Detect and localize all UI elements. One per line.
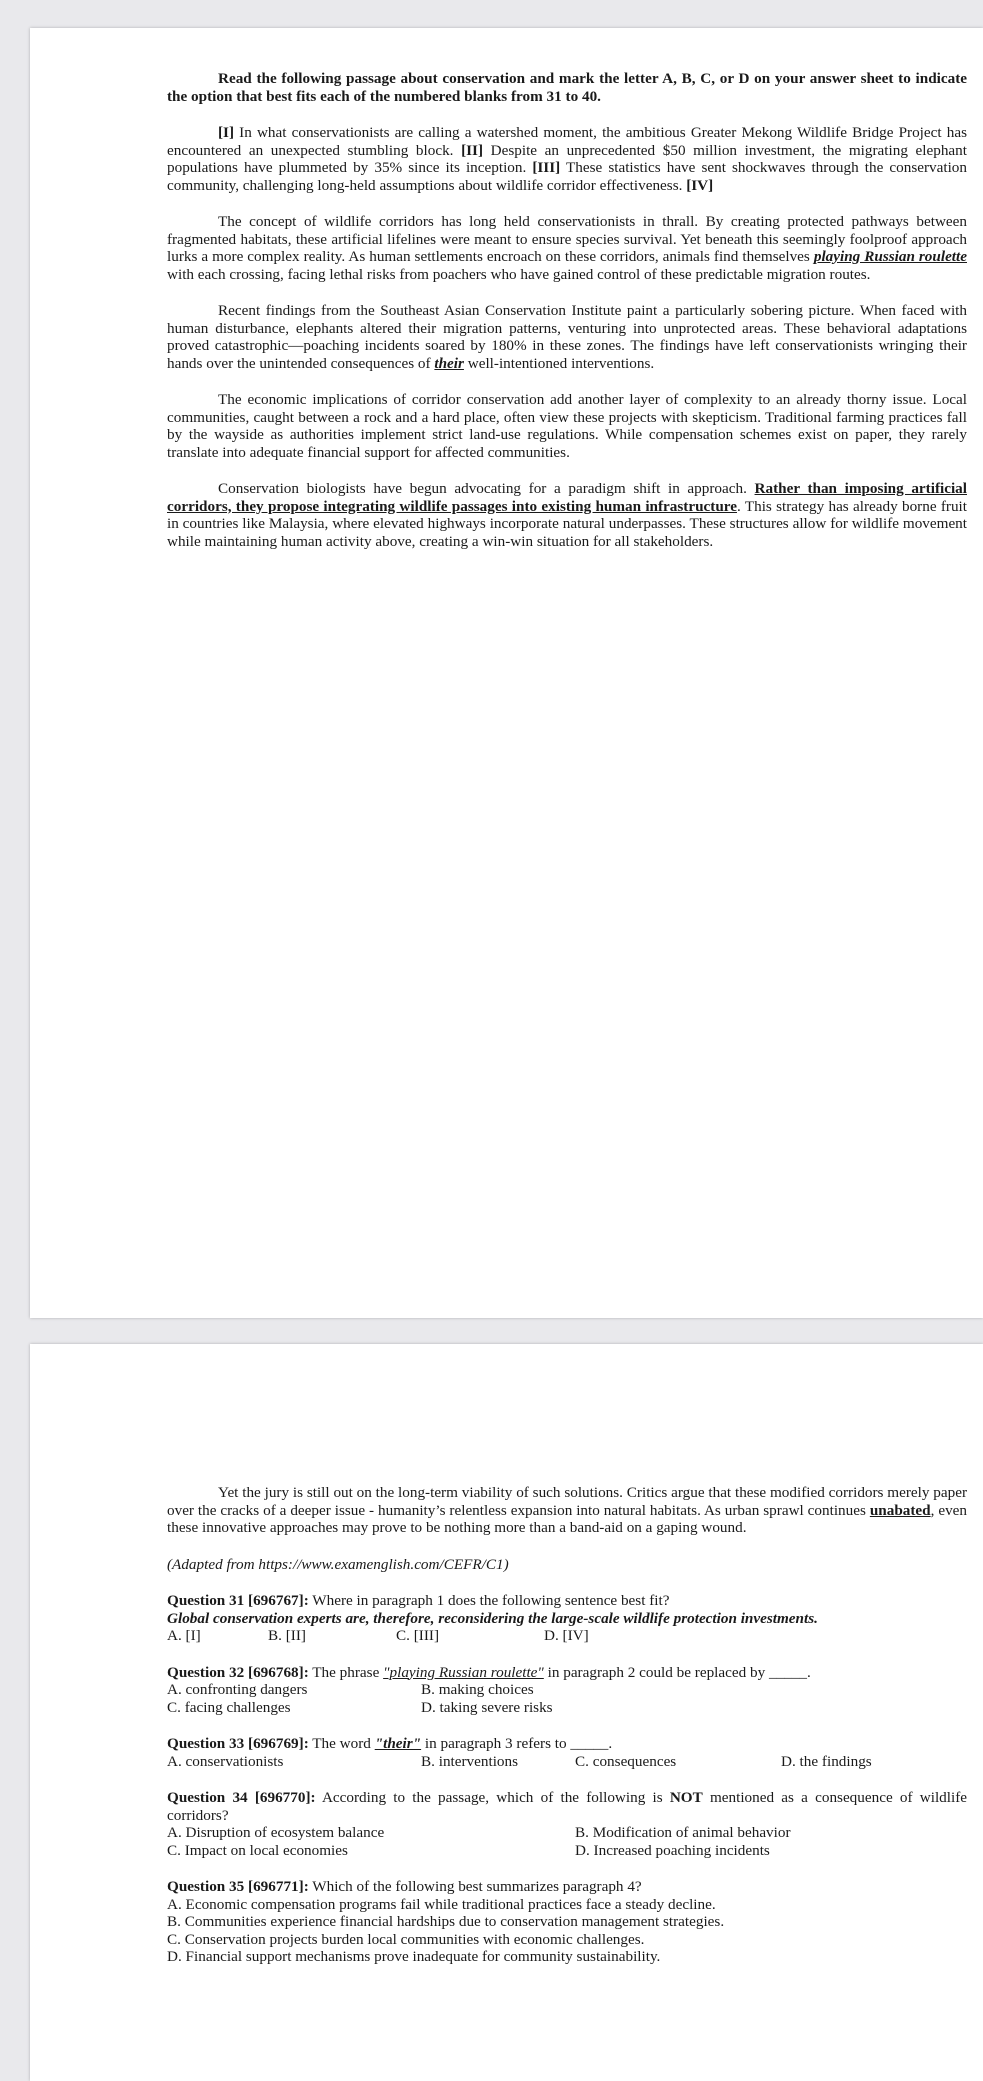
highlight-word-their: their: [434, 354, 464, 372]
paragraph-5-text-after: . This strategy has already borne fruit in countries like Malaysia, where elevated highways incorporate natural underpasses. These structures allow for wildlife movement while maintaining human activity above, creating a win-win situation for all stakeholders.: [167, 497, 968, 550]
question-31-options: [167, 1627, 967, 1645]
paragraph-3-text-after: well-intentioned interventions.: [463, 354, 655, 372]
option-a[interactable]: A. [I]: [167, 1627, 201, 1644]
option-b[interactable]: B. making choices: [421, 1681, 534, 1698]
option-b[interactable]: B. [II]: [268, 1627, 306, 1644]
paragraph-6-text-after: , even these innovative approaches may prove to be nothing more than a band-aid on a gaping wound.: [167, 1501, 967, 1536]
question-33-pre: The word: [308, 1735, 375, 1752]
question-34-post: mentioned as a consequence of wildlife corridors?: [167, 1789, 967, 1824]
question-32-options-row-2: [167, 1699, 967, 1717]
highlight-sentence-rather-than: Rather than imposing artificial corridors, they propose integrating wildlife passages into existing human infrastructure: [167, 480, 967, 515]
marker-3: [III]: [532, 159, 561, 176]
highlight-phrase-russian-roulette: playing Russian roulette: [813, 248, 967, 265]
paragraph-1: [167, 124, 967, 194]
option-c[interactable]: C. Conservation projects burden local communities with economic challenges.: [167, 1930, 645, 1948]
option-d[interactable]: D. the findings: [781, 1752, 872, 1770]
paragraph-3-text-before: Recent findings from the Southeast Asian Conservation Institute paint a particularly sobering picture. When faced with human disturbance, elephants altered their migration patterns, venturing into unprotected areas. These behavioral adaptations proved catastrophic—poaching incidents soared by 180% in these zones. The findings have left conservationists wringing their hands over the unintended consequences of: [167, 302, 967, 372]
option-d[interactable]: D. Increased poaching incidents: [575, 1841, 770, 1859]
option-d[interactable]: D. taking severe risks: [421, 1698, 553, 1716]
question-34-label: Question 34 [696770]:: [167, 1789, 316, 1806]
question-32-post: in paragraph 2 could be replaced by _____.: [543, 1663, 811, 1681]
document-page-2: [30, 1344, 983, 2081]
question-32-options-row-1: [167, 1681, 967, 1699]
question-31-text: Where in paragraph 1 does the following sentence best fit?: [308, 1592, 670, 1609]
paragraph-1-text-1: In what conservationists are calling a watershed moment, the ambitious Greater Mekong Wildlife Bridge Project has encountered an unexpected stumbling block.: [167, 124, 967, 159]
option-c[interactable]: C. [III]: [396, 1627, 440, 1644]
question-32: [167, 1664, 967, 1717]
option-b[interactable]: B. Modification of animal behavior: [575, 1824, 791, 1841]
option-d[interactable]: D. [IV]: [544, 1627, 589, 1644]
instructions: Read the following passage about conservation and mark the letter A, B, C, or D on your answer sheet to indicate the option that best fits each of the numbered blanks from 31 to 40.: [167, 70, 967, 105]
option-a[interactable]: A. Disruption of ecosystem balance: [167, 1824, 385, 1841]
paragraph-4: The economic implications of corridor conservation add another layer of complexity to an already thorny issue. Local communities, caught between a rock and a hard place, often view these projects with skepticism. Traditional farming practices fall by the wayside as authorities implement strict land-use regulations. While compensation schemes exist on paper, they rarely translate into adequate financial support for affected communities.: [167, 391, 967, 461]
paragraph-6-text-before: Yet the jury is still out on the long-term viability of such solutions. Critics argue that these modified corridors merely paper over the cracks of a deeper issue - humanity’s relentless expansion into natural habitats. As urban sprawl continues: [167, 1484, 967, 1519]
question-34-stem: [167, 1789, 967, 1824]
question-31-sentence: Global conservation experts are, therefore, reconsidering the large-scale wildlife protection investments.: [167, 1609, 818, 1627]
paragraph-5-text-before: Conservation biologists have begun advocating for a paradigm shift in approach.: [218, 480, 755, 497]
paragraph-1-text-3: These statistics have sent shockwaves through the conservation community, challenging long-held assumptions about wildlife corridor effectiveness.: [167, 159, 967, 194]
paragraph-2: [167, 213, 967, 283]
marker-4: [IV]: [686, 176, 714, 194]
paragraph-5: [167, 480, 967, 550]
question-33-word: "their": [374, 1735, 422, 1752]
question-35-stem: [167, 1878, 967, 1896]
highlight-word-unabated: unabated: [869, 1501, 931, 1519]
option-b[interactable]: B. Communities experience financial hardships due to conservation management strategies.: [167, 1913, 725, 1930]
document-page-1: [30, 28, 983, 1318]
question-35-label: Question 35 [696771]:: [167, 1878, 309, 1895]
question-34: [167, 1789, 967, 1859]
option-a[interactable]: A. conservationists: [167, 1752, 284, 1770]
question-31-label: Question 31 [696767]:: [167, 1592, 309, 1609]
question-32-pre: The phrase: [308, 1663, 384, 1681]
question-34-not: NOT: [669, 1789, 703, 1806]
question-33: [167, 1735, 967, 1770]
page-1-content: [167, 70, 967, 550]
question-34-options-row-1: [167, 1824, 967, 1842]
question-31-stem: [167, 1592, 967, 1610]
option-c[interactable]: C. consequences: [575, 1752, 677, 1770]
paragraph-3: [167, 302, 967, 372]
question-31: [167, 1592, 967, 1645]
paragraph-2-text-after: with each crossing, facing lethal risks from poachers who have gained control of these predictable migration routes.: [167, 265, 871, 283]
question-33-stem: [167, 1735, 967, 1753]
marker-2: [II]: [461, 141, 484, 159]
paragraph-6: [167, 1484, 967, 1537]
paragraph-1-text-2: Despite an unprecedented $50 million investment, the migrating elephant populations have plummeted by 35% since its inception.: [167, 141, 967, 176]
question-32-label: Question 32 [696768]:: [167, 1663, 309, 1681]
question-33-post: in paragraph 3 refers to _____.: [421, 1735, 613, 1752]
question-34-pre: According to the passage, which of the following is: [315, 1789, 670, 1806]
question-35-text: Which of the following best summarizes paragraph 4?: [308, 1878, 642, 1895]
question-33-label: Question 33 [696769]:: [167, 1735, 309, 1752]
option-b[interactable]: B. interventions: [421, 1752, 519, 1770]
question-35: [167, 1878, 967, 1966]
question-33-options: [167, 1753, 967, 1771]
option-d[interactable]: D. Financial support mechanisms prove inadequate for community sustainability.: [167, 1948, 661, 1965]
option-c[interactable]: C. Impact on local economies: [167, 1841, 348, 1859]
paragraph-2-text-before: The concept of wildlife corridors has long held conservationists in thrall. By creating protected pathways between fragmented habitats, these artificial lifelines were meant to ensure species survival. Yet beneath this seemingly foolproof approach lurks a more complex reality. As human settlements encroach on these corridors, animals find themselves: [167, 213, 967, 265]
option-c[interactable]: C. facing challenges: [167, 1698, 291, 1716]
option-a[interactable]: A. Economic compensation programs fail while traditional practices face a steady decline.: [167, 1895, 716, 1913]
question-32-stem: [167, 1664, 967, 1682]
question-32-phrase: "playing Russian roulette": [383, 1663, 544, 1681]
question-34-options-row-2: [167, 1842, 967, 1860]
option-a[interactable]: A. confronting dangers: [167, 1681, 308, 1698]
page-2-content: [167, 1484, 967, 1966]
marker-1: [I]: [218, 124, 235, 141]
source-citation: (Adapted from https://www.examenglish.com/CEFR/C1): [167, 1555, 509, 1573]
